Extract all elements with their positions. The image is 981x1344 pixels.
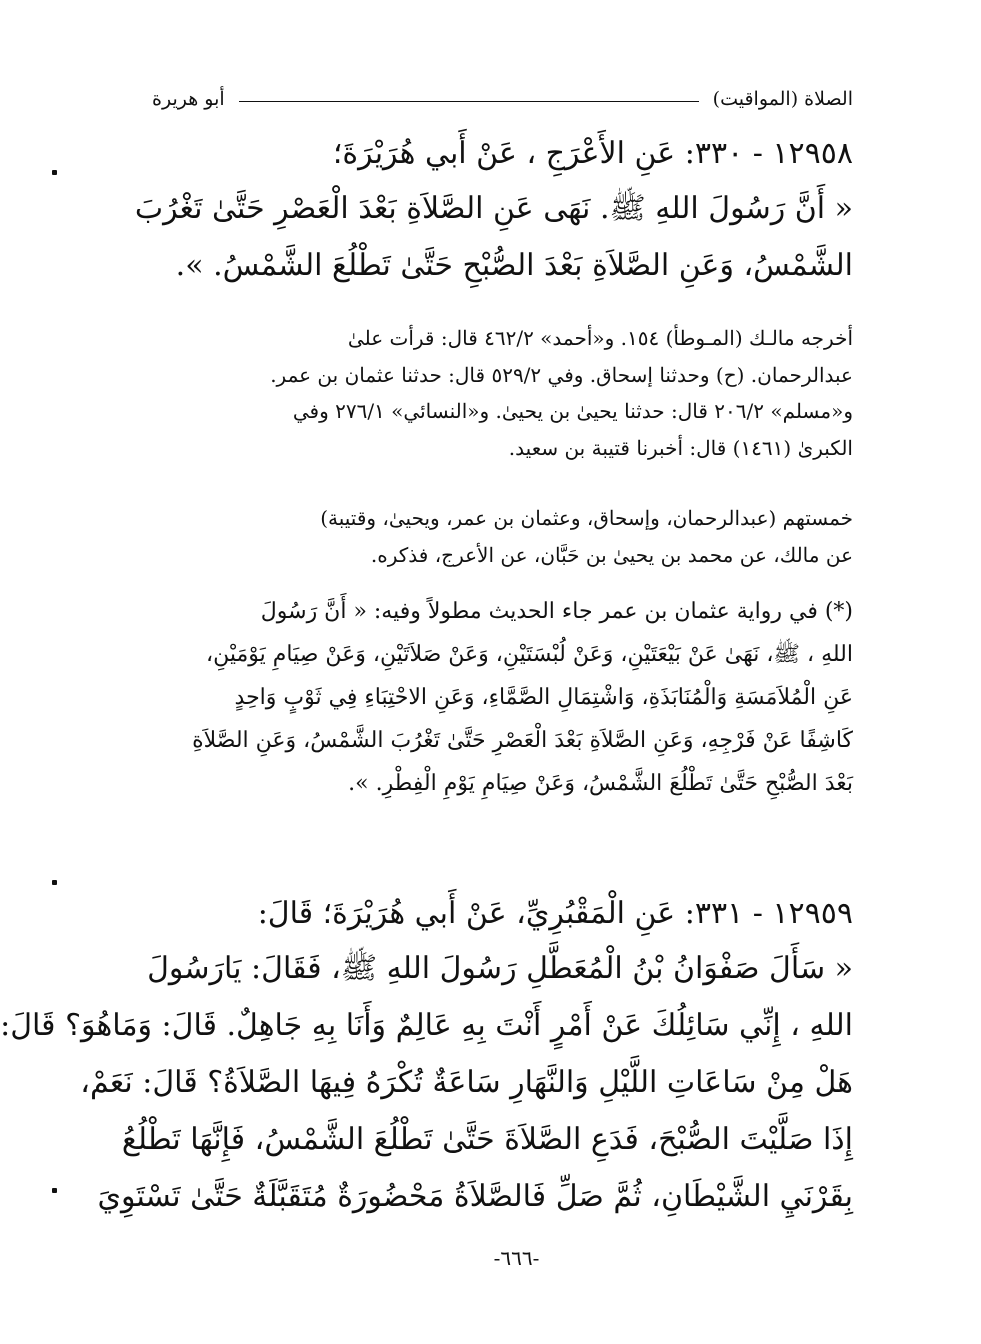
hadith-12959-line-3: هَلْ مِنْ سَاعَاتِ اللَّيْلِ وَالنَّهَارِ سَاعَةٌ تُكْرَهُ فِيهَا الصَّلاَةُ؟ قَالَ: نَعَمْ، — [80, 1065, 853, 1100]
hadith-12958-line-2: الشَّمْسُ، وَعَنِ الصَّلاَةِ بَعْدَ الصُّبْحِ حَتَّىٰ تَطْلُعَ الشَّمْسُ. ». — [175, 248, 853, 283]
hadith-12958-heading: ١٢٩٥٨ - ٣٣٠: عَنِ الأَعْرَجِ ، عَنْ أَبي هُرَيْرَةَ؛ — [332, 136, 853, 171]
variant-note — [156, 590, 853, 805]
hadith-12958 — [134, 128, 853, 294]
takhrij-line-1: أخرجه مالـك (المـوطأ) ١٥٤. و«أحمد» ٤٦٢/٢ قال: قرأت علىٰ — [347, 326, 853, 350]
scan-edge-mark — [52, 1188, 57, 1193]
variant-note-line-4: كَاشِفًا عَنْ فَرْجِهِ، وَعَنِ الصَّلاَةِ بَعْدَ الْعَصْرِ حَتَّىٰ تَغْرُبَ الشَّمْسُ، وَعَنِ الصَّلاَةِ — [192, 728, 853, 753]
hadith-12959-line-5: بِقَرْنَيِ الشَّيْطَانِ، ثُمَّ صَلِّ فَالصَّلاَةُ مَحْضُورَةٌ مُتَقَبَّلَةٌ حَتَّىٰ تَسْتَوِيَ — [97, 1179, 853, 1214]
takhrij-summary-line-2: عن مالك، عن محمد بن يحيىٰ بن حَبَّان، عن الأعرج، فذكره. — [370, 542, 853, 567]
takhrij-notes — [156, 320, 853, 466]
header-chapter-title: الصلاة (المواقيت) — [712, 88, 853, 110]
takhrij-line-3: و«مسلم» ٢٠٦/٢ قال: حدثنا يحيىٰ بن يحيىٰ. و«النسائي» ٢٧٦/١ وفي — [292, 399, 853, 423]
variant-note-line-2: اللهِ ، ﷺ، نَهَىٰ عَنْ بَيْعَتَيْنِ، وَعَنْ لُبْسَتَيْنِ، وَعَنْ صَلاَتَيْنِ، وَعَنْ صِيَامِ يَوْمَيْنِ، — [206, 642, 853, 667]
hadith-12959-line-4: إِذَا صَلَّيْتَ الصُّبْحَ، فَدَعِ الصَّلاَةَ حَتَّىٰ تَطْلُعَ الشَّمْسُ، فَإِنَّهَا تَطْلُعُ — [121, 1122, 853, 1157]
page-number — [52, 1246, 981, 1270]
hadith-12958-line-1: « أَنَّ رَسُولَ اللهِ ﷺ. نَهَى عَنِ الصَّلاَةِ بَعْدَ الْعَصْرِ حَتَّىٰ تَغْرُبَ — [134, 191, 853, 226]
scan-edge-mark — [52, 880, 57, 885]
hadith-12959-line-1: « سَأَلَ صَفْوَانُ بْنُ الْمُعَطَّلِ رَسُولَ اللهِ ﷺ، فَقَالَ: يَارَسُولَ — [147, 951, 853, 986]
variant-note-line-5: بَعْدَ الصُّبْحِ حَتَّىٰ تَطْلُعَ الشَّمْسُ، وَعَنْ صِيَامِ يَوْمِ الْفِطْرِ. ». — [348, 771, 853, 796]
scan-edge-mark — [52, 170, 57, 175]
takhrij-line-2: عبدالرحمان. (ح) وحدثنا إسحاق. وفي ٥٢٩/٢ قال: حدثنا عثمان بن عمر. — [270, 362, 853, 387]
page-number-text: -٦٦٦- — [493, 1246, 540, 1270]
hadith-12959 — [0, 888, 853, 1225]
header-rule — [239, 101, 699, 102]
header-narrator-name: أبو هريرة — [152, 88, 225, 110]
hadith-12959-heading: ١٢٩٥٩ - ٣٣١: عَنِ الْمَقْبُرِيِّ، عَنْ أَبي هُرَيْرَةَ؛ قَالَ: — [257, 896, 853, 931]
running-header — [152, 84, 853, 114]
takhrij-line-4: الكبرىٰ (١٤٦١) قال: أخبرنا قتيبة بن سعيد. — [508, 435, 853, 460]
variant-note-line-3: عَنِ الْمُلاَمَسَةِ وَالْمُنَابَذَةِ، وَاشْتِمَالِ الصَّمَّاءِ، وَعَنِ الاحْتِبَاءِ فِي ثَوْبٍ وَاحِدٍ — [234, 685, 853, 710]
hadith-12959-line-2: اللهِ ، إِنِّي سَائِلُكَ عَنْ أَمْرٍ أَنْتَ بِهِ عَالِمٌ وَأَنَا بِهِ جَاهِلٌ. قَالَ: وَمَاهُوَ؟ قَالَ: — [0, 1008, 853, 1043]
takhrij-summary-line-1: خمستهم (عبدالرحمان، وإسحاق، وعثمان بن عمر، ويحيىٰ، وقتيبة) — [320, 506, 853, 530]
takhrij-summary — [156, 500, 853, 573]
variant-note-line-1: (*) في رواية عثمان بن عمر جاء الحديث مطولاً وفيه: « أَنَّ رَسُولَ — [260, 599, 853, 624]
